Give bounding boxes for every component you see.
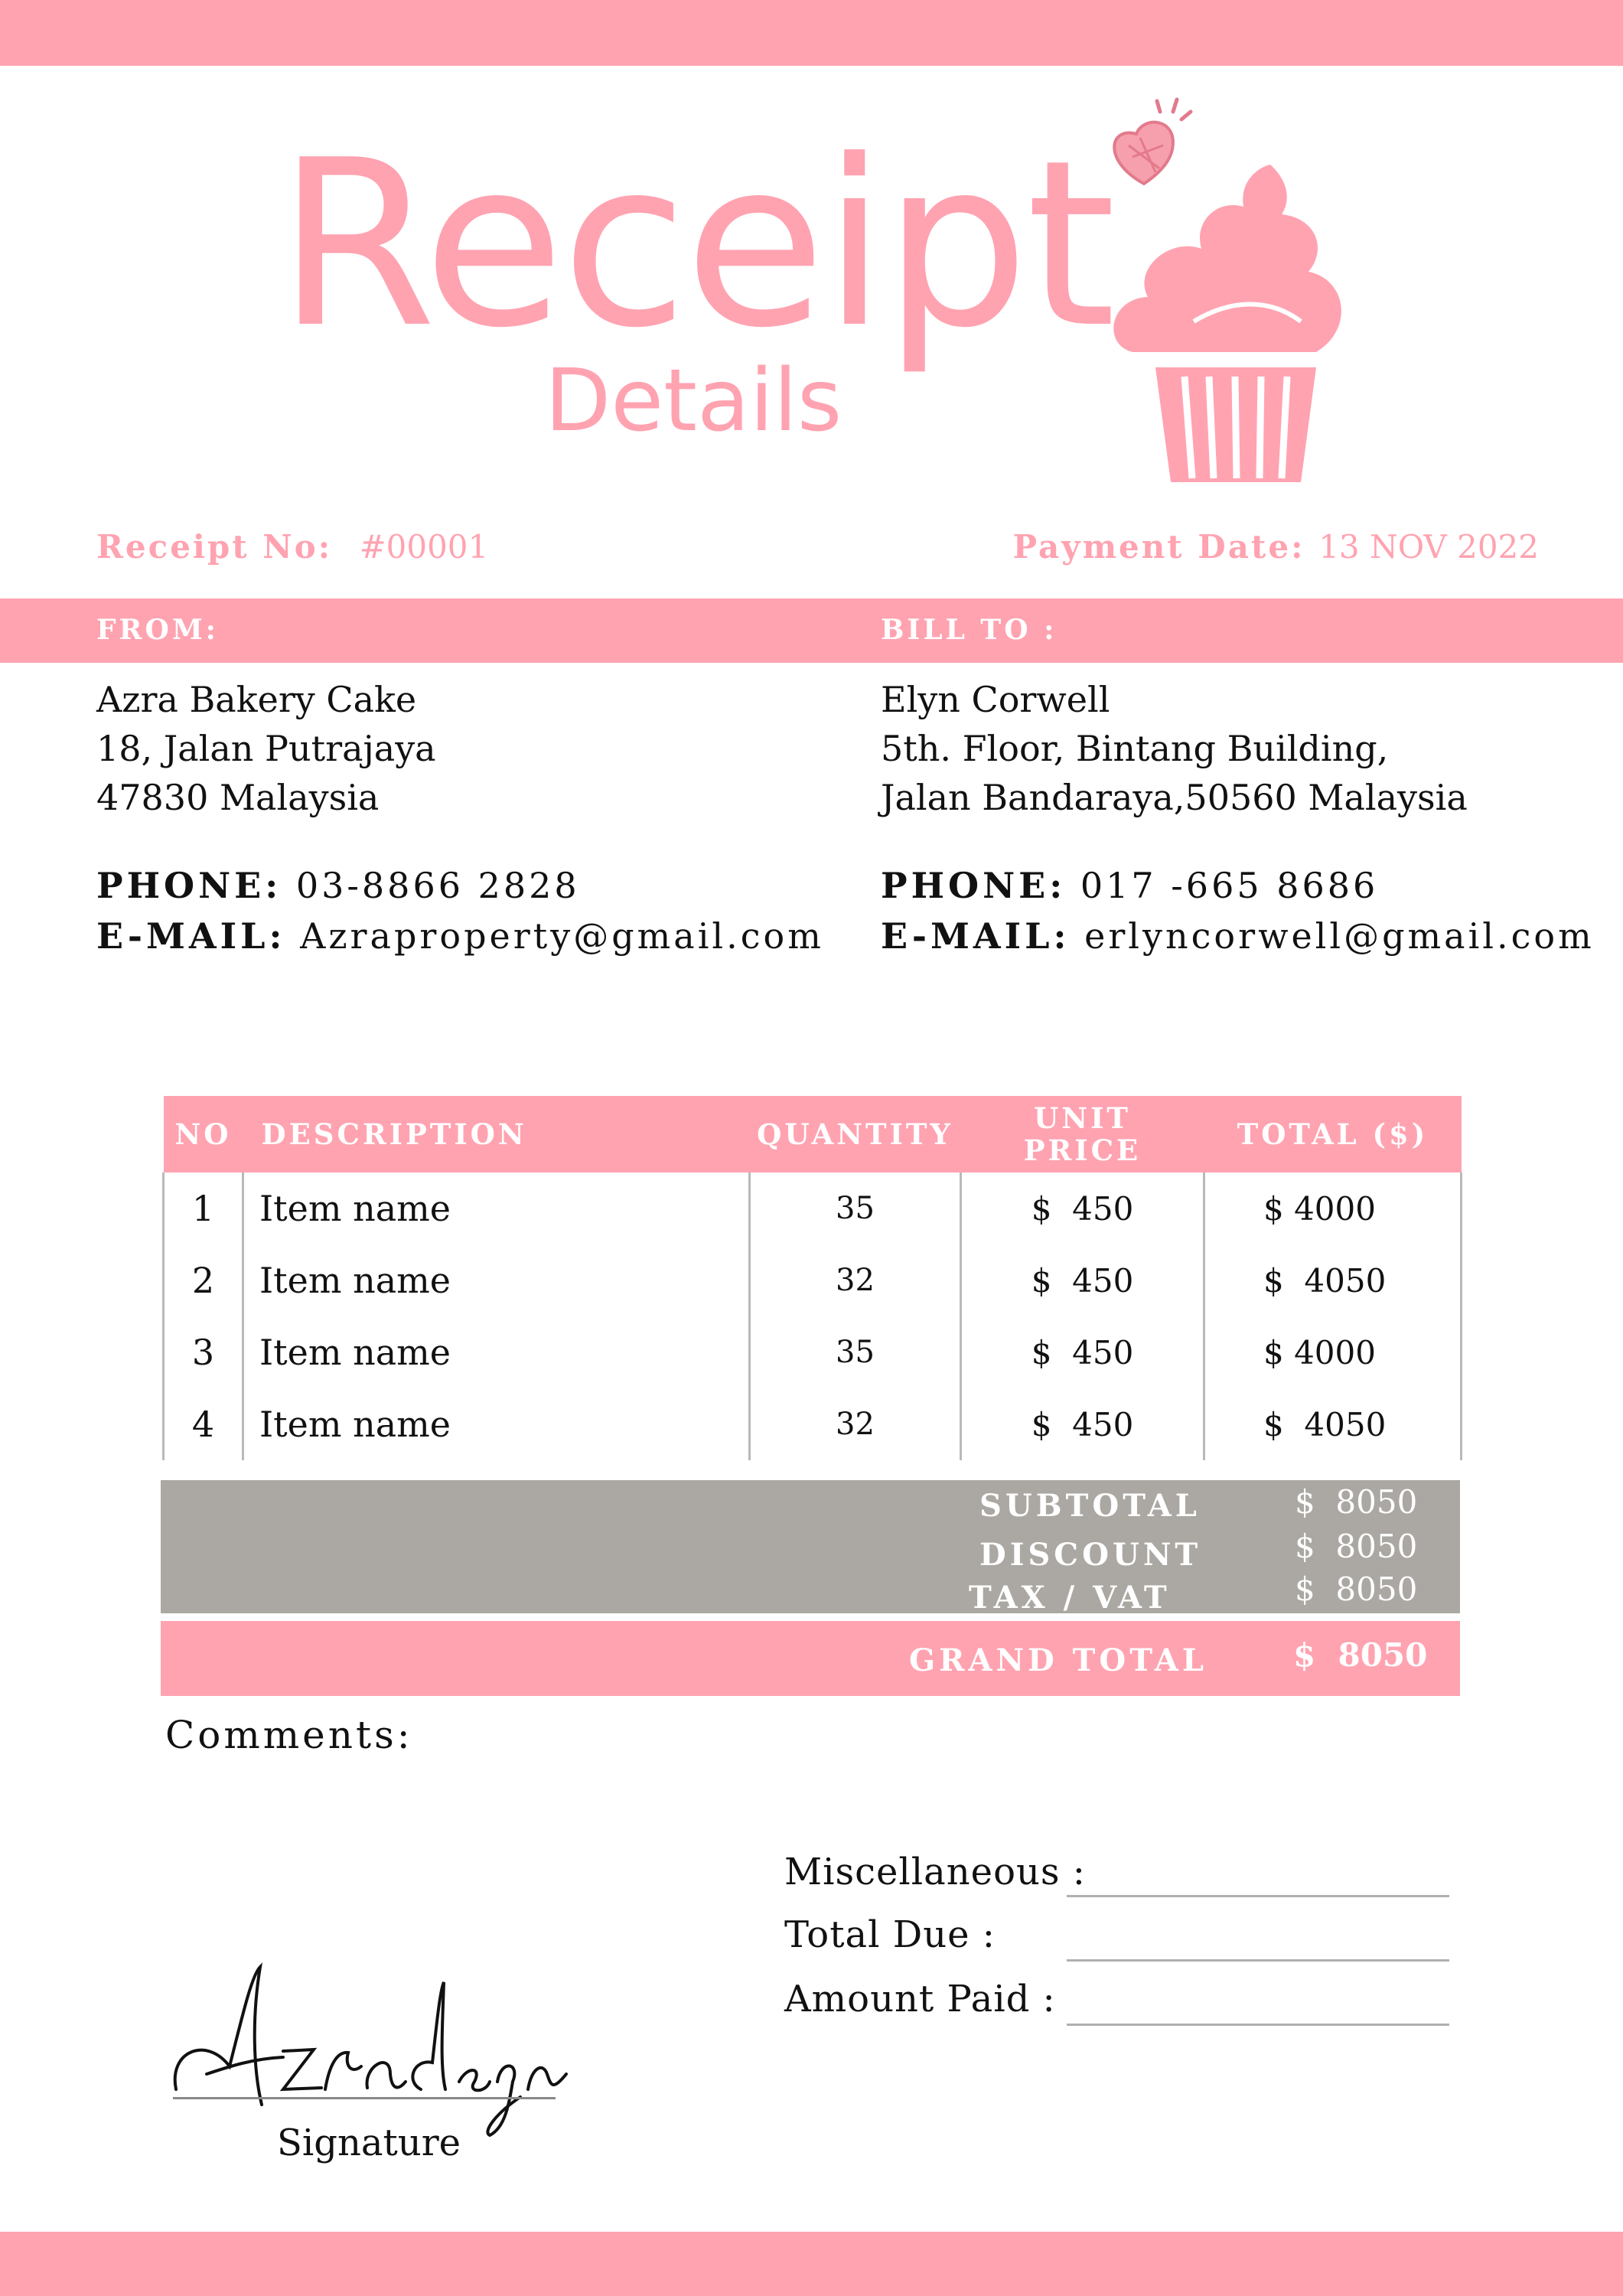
signature-line	[173, 2097, 556, 2099]
table-row	[164, 1172, 1462, 1244]
grand-total-value: $ 8050	[1293, 1636, 1428, 1674]
comments-label: Comments:	[165, 1713, 413, 1757]
amount-paid-line	[1067, 2024, 1449, 2026]
header-no: NO	[164, 1096, 243, 1172]
row-description: Item name	[243, 1244, 750, 1316]
payment-date-label: Payment Date:	[1012, 528, 1305, 566]
row-no: 4	[164, 1388, 243, 1460]
total-due-line	[1067, 1959, 1449, 1962]
bill-to-phone-label: PHONE:	[881, 865, 1067, 906]
from-phone-label: PHONE:	[96, 865, 282, 906]
from-address	[96, 675, 436, 822]
from-contact	[96, 860, 824, 961]
payment-date-value: 13 NOV 2022	[1318, 528, 1539, 566]
from-email-label: E-MAIL:	[96, 915, 286, 957]
row-no: 1	[164, 1172, 243, 1244]
table-row	[164, 1244, 1462, 1316]
bill-to-name: Elyn Corwell	[881, 679, 1110, 720]
bill-to-label: BILL TO :	[881, 614, 1058, 646]
subtotal-value: $ 8050	[1295, 1483, 1418, 1521]
bill-to-address	[881, 675, 1468, 822]
receipt-number	[96, 528, 488, 566]
table-row	[164, 1316, 1462, 1388]
header-unit-price-line1: UNIT	[1034, 1101, 1131, 1135]
subtotal-label: SUBTOTAL	[979, 1488, 1201, 1524]
header-unit-price-line2: PRICE	[1023, 1133, 1142, 1167]
row-quantity: 32	[750, 1388, 961, 1460]
from-address-line1: 18, Jalan Putrajaya	[96, 728, 436, 769]
signature-script-icon	[161, 1959, 589, 2143]
row-total: $ 4000	[1204, 1316, 1462, 1388]
from-email: Azraproperty@gmail.com	[300, 915, 824, 957]
row-unit-price: $ 450	[961, 1388, 1204, 1460]
row-description: Item name	[243, 1388, 750, 1460]
bill-to-phone: 017 -665 8686	[1080, 865, 1379, 906]
from-name: Azra Bakery Cake	[96, 679, 417, 720]
row-no: 3	[164, 1316, 243, 1388]
row-total: $ 4000	[1204, 1172, 1462, 1244]
row-unit-price: $ 450	[961, 1244, 1204, 1316]
address-header-bar	[0, 598, 1623, 663]
discount-label: DISCOUNT	[979, 1537, 1202, 1573]
amount-paid-label: Amount Paid :	[784, 1978, 1056, 2020]
miscellaneous-line	[1067, 1895, 1449, 1897]
receipt-title: Receipt	[277, 111, 1113, 378]
heart-icon	[1114, 99, 1191, 184]
row-quantity: 35	[750, 1316, 961, 1388]
row-total: $ 4050	[1204, 1388, 1462, 1460]
row-unit-price: $ 450	[961, 1172, 1204, 1244]
items-table	[162, 1096, 1462, 1460]
bill-to-email-label: E-MAIL:	[881, 915, 1071, 957]
receipt-subtitle: Details	[545, 351, 842, 451]
tax-label: TAX / VAT	[969, 1580, 1171, 1616]
discount-value: $ 8050	[1295, 1528, 1418, 1565]
top-band	[0, 0, 1623, 66]
row-unit-price: $ 450	[961, 1316, 1204, 1388]
bill-to-contact	[881, 860, 1595, 961]
signature-label: Signature	[277, 2122, 461, 2164]
row-quantity: 35	[750, 1172, 961, 1244]
header-quantity: QUANTITY	[750, 1096, 961, 1172]
header-unit-price	[961, 1096, 1204, 1172]
payment-date	[1013, 528, 1540, 566]
row-no: 2	[164, 1244, 243, 1316]
row-description: Item name	[243, 1316, 750, 1388]
row-total: $ 4050	[1204, 1244, 1462, 1316]
receipt-number-label: Receipt No:	[96, 528, 333, 566]
bill-to-email: erlyncorwell@gmail.com	[1084, 915, 1595, 957]
tax-value: $ 8050	[1295, 1570, 1418, 1608]
bill-to-address-line2: Jalan Bandaraya,50560 Malaysia	[881, 777, 1468, 818]
from-phone: 03-8866 2828	[295, 865, 580, 906]
table-row	[164, 1388, 1462, 1460]
grand-total-bar	[161, 1621, 1460, 1696]
row-description: Item name	[243, 1172, 750, 1244]
cupcake-icon	[1087, 92, 1393, 490]
header-description: DESCRIPTION	[243, 1096, 750, 1172]
row-quantity: 32	[750, 1244, 961, 1316]
grand-total-label: GRAND TOTAL	[909, 1642, 1207, 1678]
from-address-line2: 47830 Malaysia	[96, 777, 380, 818]
bill-to-address-line1: 5th. Floor, Bintang Building,	[881, 728, 1389, 769]
total-due-label: Total Due :	[784, 1913, 996, 1956]
header-total: TOTAL ($)	[1204, 1096, 1462, 1172]
bottom-band	[0, 2232, 1623, 2296]
table-header-row	[164, 1096, 1462, 1172]
from-label: FROM:	[96, 614, 219, 646]
miscellaneous-label: Miscellaneous :	[784, 1851, 1086, 1893]
summary-box	[161, 1480, 1460, 1613]
receipt-number-value: #00001	[359, 528, 489, 566]
